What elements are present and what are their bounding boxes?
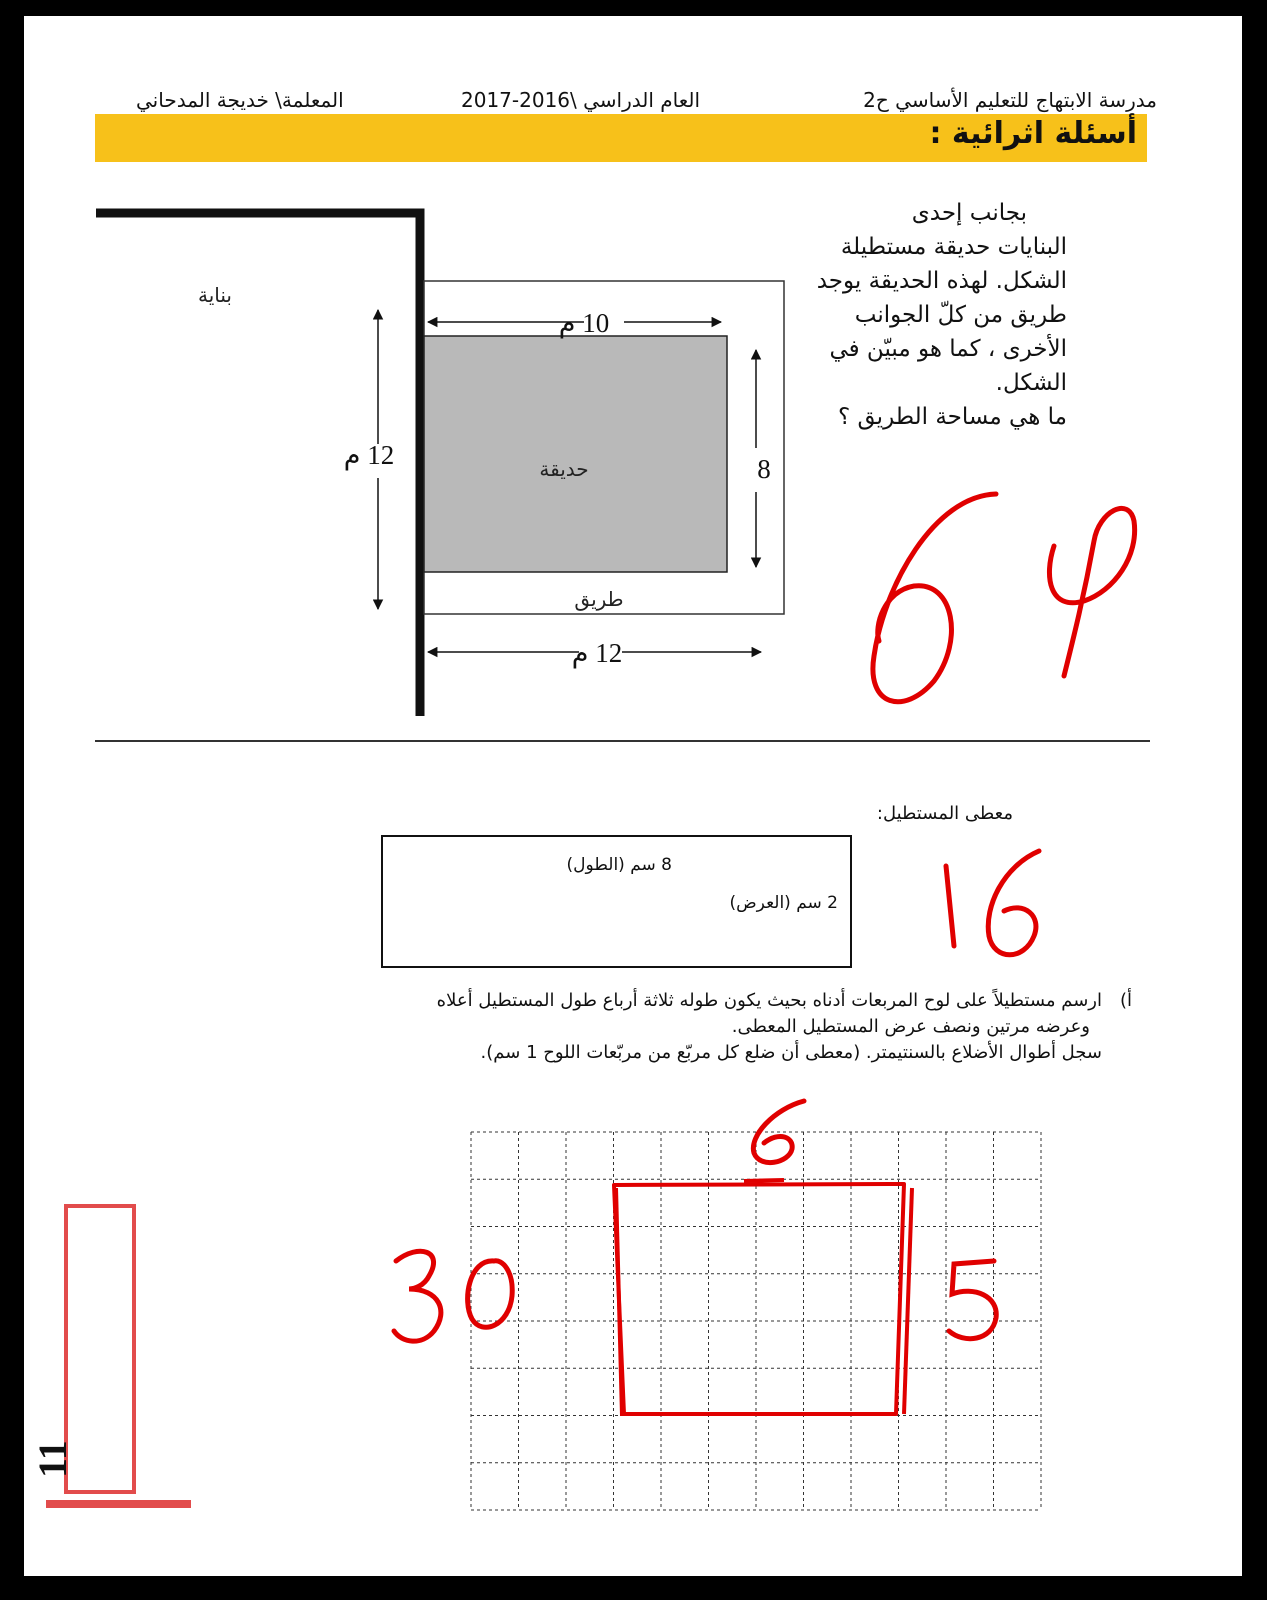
building-label: بناية bbox=[198, 283, 232, 307]
handwritten-six bbox=[734, 1091, 824, 1181]
problem1-line: الشكل. لهذه الحديقة يوجد bbox=[816, 268, 1067, 294]
problem1-line: طريق من كلّ الجوانب bbox=[854, 302, 1067, 328]
instruction-line: وعرضه مرتين ونصف عرض المستطيل المعطى. bbox=[731, 1016, 1090, 1037]
handwritten-answer-16 bbox=[924, 836, 1084, 976]
handwritten-answer-64 bbox=[844, 466, 1144, 726]
dim-bottom: 12 م bbox=[571, 638, 623, 668]
page-number-underline bbox=[46, 1500, 191, 1508]
worksheet-page bbox=[24, 16, 1242, 1576]
garden-rect bbox=[424, 336, 727, 572]
handwritten-five bbox=[924, 1246, 1024, 1356]
dim-left: 12 م bbox=[343, 440, 395, 470]
page-number-box bbox=[30, 1204, 136, 1494]
given-width: 2 سم (العرض) bbox=[729, 893, 838, 913]
dim-top: 10 م bbox=[558, 308, 610, 338]
garden-label: حديقة bbox=[539, 457, 589, 481]
instruction-line: سجل أطوال الأضلاع بالسنتيمتر. (معطى أن ضلع كل مربّع من مربّعات اللوح 1 سم). bbox=[480, 1042, 1102, 1063]
problem1-line: الشكل. bbox=[995, 370, 1067, 396]
instruction-line: ارسم مستطيلاً على لوح المربعات أدناه بحيث يكون طوله ثلاثة أرباع طول المستطيل أعلاه bbox=[436, 990, 1102, 1011]
section-title: أسئلة اثرائية : bbox=[929, 116, 1137, 151]
task-a-instructions bbox=[282, 988, 1132, 1066]
given-length: 8 سم (الطول) bbox=[566, 855, 672, 875]
problem1-line: الأخرى ، كما هو مبيّن في bbox=[829, 336, 1067, 362]
school-name: مدرسة الابتهاج للتعليم الأساسي ح2 bbox=[863, 88, 1157, 112]
section-divider bbox=[95, 740, 1150, 742]
page-number: 11 bbox=[30, 1440, 75, 1478]
task-a-marker: أ) bbox=[1119, 990, 1132, 1011]
handwritten-area-30 bbox=[384, 1231, 534, 1361]
given-label: معطى المستطيل: bbox=[876, 803, 1013, 824]
given-rectangle-box bbox=[381, 835, 852, 968]
school-year: العام الدراسي \2016-2017 bbox=[461, 88, 701, 112]
problem1-line: البنايات حديقة مستطيلة bbox=[840, 234, 1067, 260]
problem1-line: ما هي مساحة الطريق ؟ bbox=[837, 404, 1067, 430]
problem1-line: بجانب إحدى bbox=[911, 200, 1027, 226]
road-label: طريق bbox=[574, 587, 624, 611]
teacher-name: المعلمة\ خديجة المدحاني bbox=[136, 88, 344, 112]
dim-right: 8 bbox=[757, 454, 771, 484]
